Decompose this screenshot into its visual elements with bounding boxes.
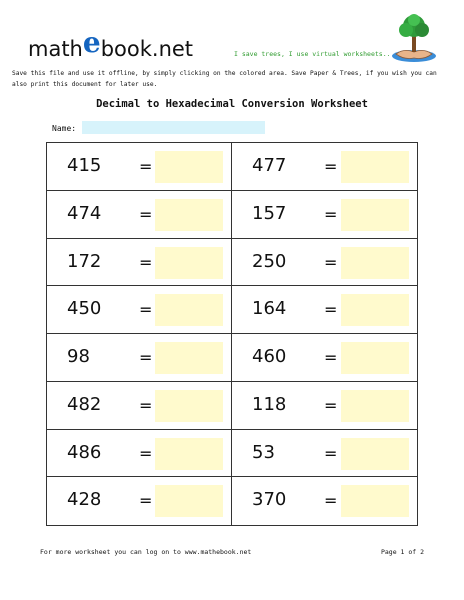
answer-input[interactable] [341, 390, 409, 422]
equals-sign: = [324, 443, 338, 463]
decimal-number: 474 [67, 202, 102, 224]
answer-input[interactable] [155, 151, 223, 183]
page-number: Page 1 of 2 [380, 548, 424, 556]
instructions-text: Save this file and use it offline, by simply clicking on the colored area. Save Paper & Trees, if you wish you can also print this document for later use. [12, 70, 437, 88]
problem-cell [47, 334, 232, 382]
worksheet-title: Decimal to Hexadecimal Conversion Worksheet [96, 98, 368, 110]
decimal-number: 53 [252, 441, 275, 463]
problem-cell [232, 286, 417, 334]
logo-text-math: math [28, 37, 83, 61]
problem-cell [47, 239, 232, 287]
answer-input[interactable] [341, 247, 409, 279]
equals-sign: = [139, 204, 153, 224]
equals-sign: = [324, 395, 338, 415]
equals-sign: = [139, 491, 153, 511]
answer-input[interactable] [341, 438, 409, 470]
answer-input[interactable] [341, 342, 409, 374]
answer-input[interactable] [155, 199, 223, 231]
decimal-number: 172 [67, 250, 102, 272]
decimal-number: 157 [252, 202, 287, 224]
equals-sign: = [324, 157, 338, 176]
decimal-number: 482 [67, 393, 102, 415]
decimal-number: 450 [67, 298, 102, 320]
problem-cell [47, 477, 232, 525]
decimal-number: 250 [252, 250, 287, 272]
footer-link-text: For more worksheet you can log on to www.mathebook.net [40, 548, 252, 556]
decimal-number: 415 [67, 155, 102, 176]
decimal-number: 164 [252, 298, 287, 320]
answer-input[interactable] [341, 294, 409, 326]
answer-input[interactable] [155, 247, 223, 279]
problem-cell [232, 334, 417, 382]
problem-cell [47, 191, 232, 239]
problem-grid [46, 142, 418, 526]
mathebook-logo [28, 26, 194, 63]
equals-sign: = [324, 300, 338, 320]
problem-cell [232, 239, 417, 287]
decimal-number: 118 [252, 393, 287, 415]
decimal-number: 428 [67, 489, 102, 511]
equals-sign: = [139, 443, 153, 463]
problem-cell [47, 286, 232, 334]
equals-sign: = [139, 300, 153, 320]
tree-on-hands-icon [386, 12, 442, 64]
decimal-number: 460 [252, 346, 287, 367]
equals-sign: = [139, 348, 153, 367]
answer-input[interactable] [155, 485, 223, 517]
decimal-number: 486 [67, 441, 102, 463]
answer-input[interactable] [341, 151, 409, 183]
equals-sign: = [324, 491, 338, 511]
equals-sign: = [324, 348, 338, 367]
problem-cell [47, 382, 232, 430]
answer-input[interactable] [155, 342, 223, 374]
equals-sign: = [139, 252, 153, 272]
problem-cell [232, 382, 417, 430]
problem-cell [232, 191, 417, 239]
name-label: Name: [52, 124, 77, 133]
answer-input[interactable] [155, 294, 223, 326]
decimal-number: 477 [252, 155, 287, 176]
logo-text-book: book.net [100, 37, 194, 61]
equals-sign: = [324, 204, 338, 224]
answer-input[interactable] [341, 199, 409, 231]
problem-cell [232, 477, 417, 525]
answer-input[interactable] [155, 390, 223, 422]
problem-cell [47, 143, 232, 191]
decimal-number: 98 [67, 346, 90, 367]
name-input[interactable] [82, 121, 265, 134]
answer-input[interactable] [155, 438, 223, 470]
decimal-number: 370 [252, 489, 287, 511]
logo-letter-e: e [82, 26, 101, 59]
equals-sign: = [139, 395, 153, 415]
answer-input[interactable] [341, 485, 409, 517]
problem-cell [232, 430, 417, 478]
problem-cell [232, 143, 417, 191]
tagline: I save trees, I use virtual worksheets.. [234, 50, 391, 58]
equals-sign: = [139, 157, 153, 176]
equals-sign: = [324, 252, 338, 272]
problem-cell [47, 430, 232, 478]
